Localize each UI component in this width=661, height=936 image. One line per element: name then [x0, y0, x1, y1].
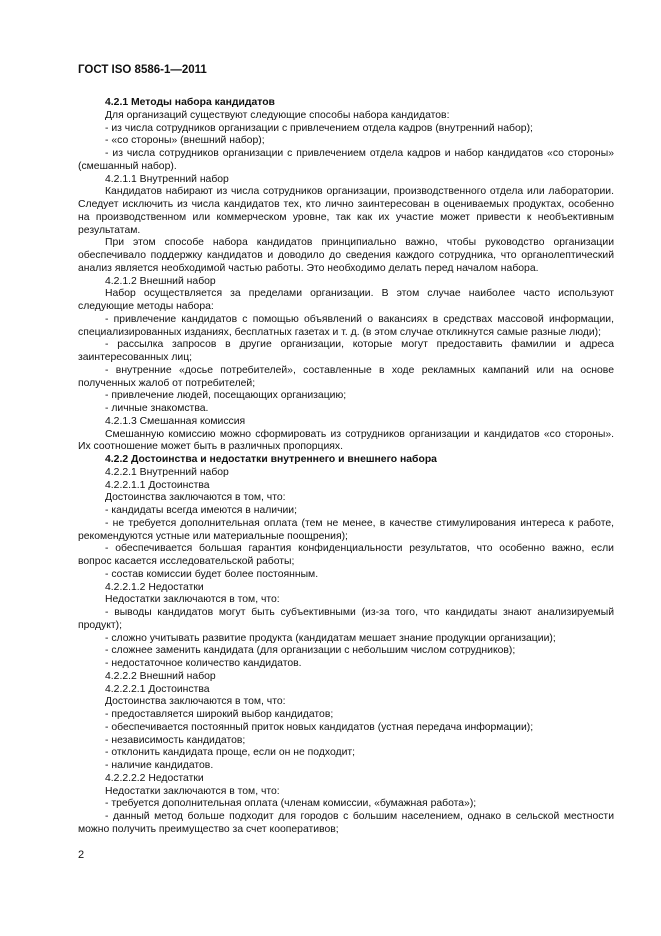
document-header: ГОСТ ISO 8586-1—2011 [78, 64, 207, 76]
paragraph: Для организаций существуют следующие способы набора кандидатов: [105, 109, 450, 121]
paragraph: Кандидатов набирают из числа сотрудников организации, производственного отдела или лаборатории. Следует исключить из числа кандидатов тех, кто лично заинтересован в оцениваемых продуктах, особенно на производственном или коммерческом уровне, так как их участие может привести к необъективным результатам. [78, 186, 614, 236]
paragraph: - из числа сотрудников организации с привлечением отдела кадров и набор кандидатов «со стороны» (смешанный набор). [78, 148, 614, 172]
paragraph: 4.2.1.1 Внутренний набор [105, 173, 229, 185]
paragraph: Смешанную комиссию можно сформировать из сотрудников организации и кандидатов «со стороны». Их соотношение может быть в различных пропорциях. [78, 428, 614, 453]
paragraph: - состав комиссии будет более постоянным. [105, 568, 319, 580]
document-body [78, 97, 614, 837]
paragraph: - обеспечивается большая гарантия конфиденциальности результатов, что особенно важно, если вопрос касается исследовательской работы; [78, 543, 614, 567]
paragraph: - «со стороны» (внешний набор); [105, 135, 265, 147]
paragraph: 4.2.2.2.2 Недостатки [105, 772, 204, 784]
paragraph: Набор осуществляется за пределами организации. В этом случае наиболее часто используют следующие методы набора: [78, 288, 614, 312]
paragraph: - внутренние «досье потребителей», составленные в ходе рекламных кампаний или на основе полученных жалоб от потребителей; [78, 364, 614, 389]
paragraph: 4.2.2.1.2 Недостатки [105, 581, 204, 593]
paragraph: 4.2.2.2.1 Достоинства [105, 683, 210, 695]
paragraph: 4.2.2.1 Внутренний набор [105, 466, 229, 478]
paragraph: - привлечение кандидатов с помощью объявлений о вакансиях в средствах массовой информации, специализированных изданиях, бесплатных газетах и т. д. (в этом случае откликнутся самые разные люди); [78, 313, 614, 338]
paragraph: - выводы кандидатов могут быть субъективными (из-за того, что кандидаты знают анализируемый продукт); [78, 607, 614, 631]
paragraph: - предоставляется широкий выбор кандидатов; [105, 709, 334, 720]
paragraph: - обеспечивается постоянный приток новых кандидатов (устная передача информации); [105, 721, 534, 733]
section-heading: 4.2.1 Методы набора кандидатов [105, 97, 275, 108]
paragraph: - рассылка запросов в другие организации, которые могут предоставить фамилии и адреса заинтересованных лиц; [78, 339, 614, 363]
paragraph: 4.2.2.1.1 Достоинства [105, 479, 210, 491]
paragraph: - наличие кандидатов. [105, 760, 214, 771]
paragraph: - требуется дополнительная оплата (членам комиссии, «бумажная работа»); [105, 798, 477, 810]
paragraph: 4.2.1.2 Внешний набор [105, 275, 216, 287]
page-number: 2 [78, 849, 85, 861]
paragraph: - не требуется дополнительная оплата (тем не менее, в качестве стимулирования интереса к работе, рекомендуются устные или материальные поощрения); [78, 517, 614, 542]
paragraph: - сложнее заменить кандидата (для организации с небольшим числом сотрудников); [105, 645, 516, 657]
paragraph: - данный метод больше подходит для городов с большим населением, однако в сельской местности можно получить преимущество за счет кооперативов; [78, 811, 614, 835]
paragraph: Недостатки заключаются в том, что: [105, 785, 280, 797]
paragraph: - привлечение людей, посещающих организацию; [105, 390, 347, 402]
paragraph: - сложно учитывать развитие продукта (кандидатам мешает знание продукции организации); [105, 632, 556, 644]
paragraph: Недостатки заключаются в том, что: [105, 594, 280, 606]
paragraph: Достоинства заключаются в том, что: [105, 492, 286, 504]
paragraph: Достоинства заключаются в том, что: [105, 696, 286, 708]
paragraph: - отклонить кандидата проще, если он не подходит; [105, 747, 356, 759]
paragraph: - недостаточное количество кандидатов. [105, 658, 302, 669]
paragraph: - из числа сотрудников организации с привлечением отдела кадров (внутренний набор); [105, 122, 533, 134]
paragraph: 4.2.2.2 Внешний набор [105, 670, 216, 682]
paragraph: - личные знакомства. [105, 403, 209, 414]
paragraph: - кандидаты всегда имеются в наличии; [105, 505, 298, 516]
paragraph: - независимость кандидатов; [105, 734, 246, 746]
paragraph: При этом способе набора кандидатов принципиально важно, чтобы руководство организации обеспечивало поддержку кандидатов и доводило до сведения каждого сотрудника, что органолептический анализ является необходимой частью работы. Это необходимо делать перед началом набора. [78, 237, 614, 274]
section-heading: 4.2.2 Достоинства и недостатки внутреннего и внешнего набора [105, 454, 437, 465]
paragraph: 4.2.1.3 Смешанная комиссия [105, 415, 246, 427]
